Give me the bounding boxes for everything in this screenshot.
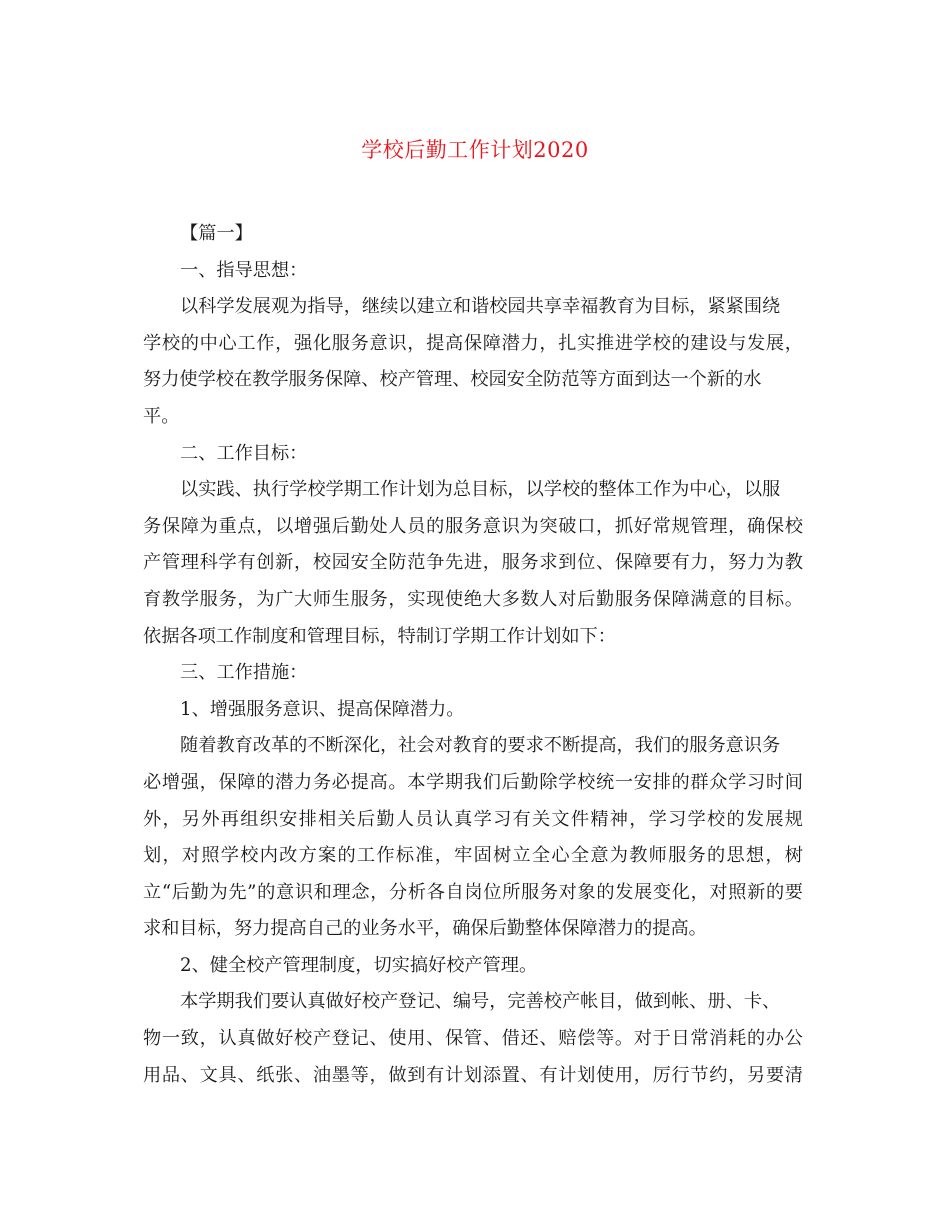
paragraph-line: 外，另外再组织安排相关后勤人员认真学习有关文件精神，学习学校的发展规 [143, 808, 803, 830]
paragraph-line: 育教学服务，为广大师生服务，实现使绝大多数人对后勤服务保障满意的目标。 [143, 588, 803, 610]
paragraph-work-goals [143, 472, 803, 655]
paragraph-line: 立“后勤为先”的意识和理念，分析各自岗位所服务对象的发展变化，对照新的要 [143, 881, 803, 903]
paragraph-guiding-thought [143, 289, 803, 435]
paragraph-line: 物一致，认真做好校产登记、使用、保管、借还、赔偿等。对于日常消耗的办公 [143, 1028, 803, 1050]
paragraph-line: 平。 [143, 405, 180, 427]
section-label: 【篇一】 [180, 223, 253, 244]
heading-work-measures: 三、工作措施： [180, 662, 308, 684]
paragraph-line: 学校的中心工作，强化服务意识，提高保障潜力，扎实推进学校的建设与发展， [143, 332, 803, 354]
paragraph-line: 以实践、执行学校学期工作计划为总目标，以学校的整体工作为中心，以服 [180, 479, 781, 501]
paragraph-line: 努力使学校在教学服务保障、校产管理、校园安全防范等方面到达一个新的水 [143, 369, 762, 391]
paragraph-line: 以科学发展观为指导，继续以建立和谐校园共享幸福教育为目标，紧紧围绕 [180, 296, 781, 318]
paragraph-line: 本学期我们要认真做好校产登记、编号，完善校产帐目，做到帐、册、卡、 [180, 991, 781, 1013]
heading-guiding-thought: 一、指导思想： [180, 259, 308, 281]
heading-work-goals: 二、工作目标： [180, 442, 308, 464]
paragraph-asset-management [143, 984, 803, 1094]
paragraph-line: 用品、文具、纸张、油墨等，做到有计划添置、有计划使用，厉行节约，另要清 [143, 1064, 803, 1086]
subheading-asset-management: 2、健全校产管理制度，切实搞好校产管理。 [180, 954, 538, 976]
document-body [143, 216, 803, 1094]
paragraph-line: 划，对照学校内改方案的工作标准，牢固树立全心全意为教师服务的思想，树 [143, 845, 803, 867]
paragraph-line: 求和目标，努力提高自己的业务水平，确保后勤整体保障潜力的提高。 [143, 918, 707, 940]
paragraph-line: 随着教育改革的不断深化，社会对教育的要求不断提高，我们的服务意识务 [180, 735, 781, 757]
paragraph-line: 产管理科学有创新，校园安全防范争先进，服务求到位、保障要有力，努力为教 [143, 552, 803, 574]
paragraph-line: 务保障为重点，以增强后勤处人员的服务意识为突破口，抓好常规管理，确保校 [143, 515, 803, 537]
document-title: 学校后勤工作计划2020 [361, 138, 589, 162]
subheading-service-awareness: 1、增强服务意识、提高保障潜力。 [180, 698, 465, 720]
paragraph-line: 依据各项工作制度和管理目标，特制订学期工作计划如下： [143, 625, 616, 647]
paragraph-line: 必增强，保障的潜力务必提高。本学期我们后勤除学校统一安排的群众学习时间 [143, 771, 803, 793]
paragraph-service-awareness [143, 728, 803, 948]
